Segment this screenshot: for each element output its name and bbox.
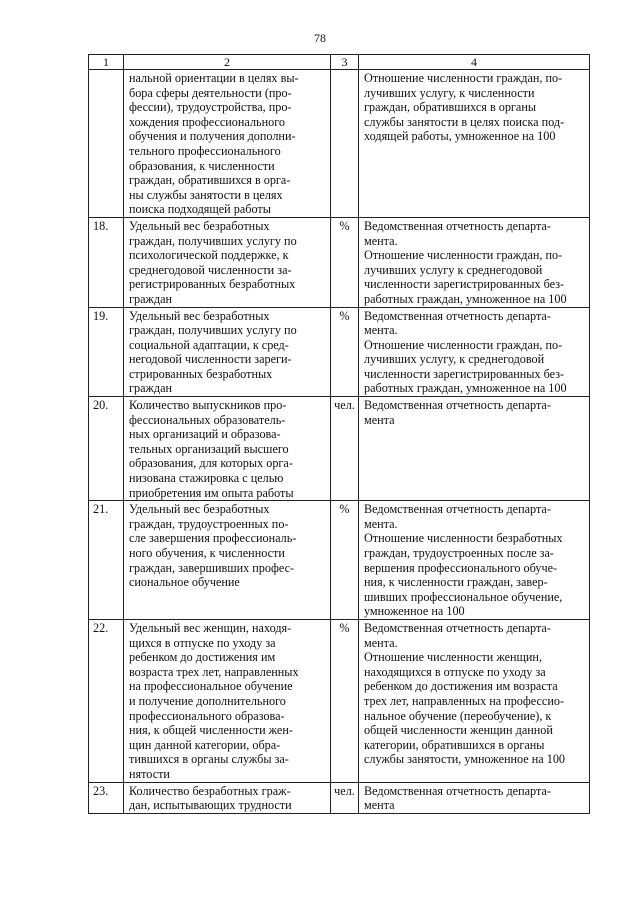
indicator-name [124, 501, 331, 620]
calculation-method-line: мента [364, 798, 395, 813]
indicator-name-line: обучения и получения дополни- [129, 129, 296, 144]
unit-of-measure: % [331, 307, 359, 397]
calculation-method-line: Отношение численности безработных [364, 531, 563, 546]
indicator-name [124, 782, 331, 813]
indicator-name-line: тельных организаций высшего [129, 441, 289, 456]
calculation-method-line: общей численности женщин данной [364, 723, 553, 738]
indicator-name-line: бора сферы деятельности (про- [129, 85, 292, 100]
unit-of-measure: % [331, 619, 359, 782]
column-number-4: 4 [359, 55, 590, 70]
indicator-name-line: тившихся в органы службы за- [129, 752, 289, 767]
calculation-method [359, 782, 590, 813]
calculation-method-line: лучивших услугу, к численности [364, 85, 535, 100]
indicator-name-line: Удельный вес безработных [129, 308, 270, 323]
table-row [89, 70, 590, 218]
indicator-name-line: граждан, завершивших профес- [129, 560, 295, 575]
indicator-name-line: и получение дополнительного [129, 693, 286, 708]
indicator-name [124, 217, 331, 307]
indicator-name-line: щихся в отпуске по уходу за [129, 635, 276, 650]
indicator-name-line: граждан [129, 381, 173, 396]
column-number-2: 2 [124, 55, 331, 70]
indicator-name-line: сиональное обучение [129, 575, 240, 590]
indicator-name-line: граждан, обратившихся в орга- [129, 173, 291, 188]
row-number: 19. [89, 307, 124, 397]
calculation-method-line: Ведомственная отчетность департа- [364, 502, 551, 517]
calculation-method-line: Ведомственная отчетность департа- [364, 218, 551, 233]
row-number: 18. [89, 217, 124, 307]
row-number: 22. [89, 619, 124, 782]
indicator-name-line: поиска подходящей работы [129, 202, 271, 217]
calculation-method-line: Ведомственная отчетность департа- [364, 620, 551, 635]
calculation-method-line: трех лет, направленных на профессио- [364, 693, 564, 708]
calculation-method-line: находящихся в отпуске по уходу за [364, 664, 546, 679]
indicator-name [124, 307, 331, 397]
calculation-method [359, 397, 590, 501]
calculation-method-line: Отношение численности граждан, по- [364, 337, 563, 352]
indicator-name-line: тельного профессионального [129, 143, 281, 158]
indicator-name-line: нятости [129, 766, 170, 781]
calculation-method [359, 70, 590, 218]
indicator-name-line: ны службы занятости в целях [129, 187, 283, 202]
calculation-method-line: лучивших услугу, к среднегодовой [364, 352, 545, 367]
indicator-name-line: граждан, получивших услугу по [129, 323, 297, 338]
calculation-method-line: Ведомственная отчетность департа- [364, 308, 551, 323]
indicator-name-line: сле завершения профессиональ- [129, 531, 297, 546]
calculation-method-line: лучивших услугу к среднегодовой [364, 262, 543, 277]
table-row [89, 217, 590, 307]
indicator-name [124, 619, 331, 782]
indicator-name-line: стрированных безработных [129, 366, 273, 381]
column-number-row [89, 55, 590, 70]
calculation-method [359, 307, 590, 397]
row-number: 23. [89, 782, 124, 813]
indicator-name-line: Удельный вес безработных [129, 502, 270, 517]
indicator-name-line: образования, к численности [129, 158, 275, 173]
unit-of-measure: % [331, 217, 359, 307]
indicator-name-line: граждан, получивших услугу по [129, 233, 297, 248]
calculation-method-line: ходящей работы, умноженное на 100 [364, 129, 556, 144]
calculation-method-line: службы занятости в целях поиска под- [364, 114, 565, 129]
indicator-name-line: приобретения им опыта работы [129, 485, 294, 500]
indicator-name-line: возраста трех лет, направленных [129, 664, 299, 679]
indicator-name-line: ных организаций и образова- [129, 427, 281, 442]
calculation-method-line: Отношение численности граждан, по- [364, 248, 563, 263]
calculation-method-line: ния, к численности граждан, завер- [364, 575, 548, 590]
calculation-method-line: мента. [364, 516, 398, 531]
calculation-method-line: мента. [364, 233, 398, 248]
calculation-method-line: ребенком до достижения им возраста [364, 679, 558, 694]
indicator-name-line: на профессиональное обучение [129, 679, 293, 694]
column-number-1: 1 [89, 55, 124, 70]
calculation-method-line: численности зарегистрированных без- [364, 277, 565, 292]
indicator-name-line: Удельный вес безработных [129, 218, 270, 233]
indicator-name-line: ного обучения, к численности [129, 546, 285, 560]
indicator-name-line: ребенком до достижения им [129, 650, 276, 665]
calculation-method-line: мента. [364, 635, 398, 650]
indicator-name-line: образования, для которых орга- [129, 456, 293, 471]
calculation-method-line: Отношение численности граждан, по- [364, 71, 563, 85]
calculation-method-line: мента. [364, 323, 398, 338]
indicator-name [124, 397, 331, 501]
calculation-method-line: вершения профессионального обуче- [364, 560, 558, 575]
indicator-name-line: негодовой численности зареги- [129, 352, 292, 367]
indicator-name-line: Количество выпускников про- [129, 398, 287, 413]
page-number: 78 [314, 31, 326, 45]
calculation-method [359, 501, 590, 620]
unit-of-measure: чел. [331, 397, 359, 501]
column-number-3: 3 [331, 55, 359, 70]
indicator-name-line: граждан [129, 291, 173, 306]
indicator-name-line: социальной адаптации, к сред- [129, 337, 289, 352]
unit-of-measure: чел. [331, 782, 359, 813]
indicators-table [88, 54, 590, 814]
indicator-name-line: щин данной категории, обра- [129, 737, 281, 752]
indicator-name-line: ния, к общей численности жен- [129, 723, 293, 738]
calculation-method-line: умноженное на 100 [364, 604, 465, 619]
indicator-name-line: регистрированных безработных [129, 277, 296, 292]
calculation-method-line: граждан, трудоустроенных после за- [364, 546, 554, 560]
indicator-name-line: граждан, трудоустроенных по- [129, 516, 289, 531]
calculation-method-line: мента [364, 412, 395, 427]
table-row [89, 619, 590, 782]
unit-of-measure: % [331, 501, 359, 620]
calculation-method-line: работных граждан, умноженное на 100 [364, 381, 567, 396]
calculation-method-line: Ведомственная отчетность департа- [364, 783, 551, 798]
indicator-name-line: низована стажировка с целью [129, 471, 284, 486]
calculation-method-line: нальное обучение (переобучение), к [364, 708, 552, 723]
table-row [89, 782, 590, 813]
calculation-method-line: шивших профессиональное обучение, [364, 589, 563, 604]
calculation-method-line: граждан, обратившихся в органы [364, 100, 537, 115]
calculation-method-line: категории, обратившихся в органы [364, 737, 545, 752]
calculation-method-line: службы занятости, умноженное на 100 [364, 752, 566, 767]
indicator-name-line: фессиональных образователь- [129, 412, 286, 427]
calculation-method [359, 619, 590, 782]
indicator-name-line: среднегодовой численности за- [129, 262, 292, 277]
calculation-method-line: Ведомственная отчетность департа- [364, 398, 551, 413]
table-row [89, 397, 590, 501]
indicator-name-line: Удельный вес женщин, находя- [129, 620, 292, 635]
row-number: 20. [89, 397, 124, 501]
unit-of-measure [331, 70, 359, 218]
calculation-method-line: Отношение численности женщин, [364, 650, 543, 665]
indicator-name-line: профессионального образова- [129, 708, 285, 723]
table-row [89, 501, 590, 620]
calculation-method-line: численности зарегистрированных без- [364, 366, 565, 381]
calculation-method-line: работных граждан, умноженное на 100 [364, 291, 567, 306]
row-number: 21. [89, 501, 124, 620]
indicator-name [124, 70, 331, 218]
indicator-name-line: Количество безработных граж- [129, 783, 291, 798]
indicator-name-line: психологической поддержке, к [129, 248, 289, 263]
indicator-name-line: хождения профессионального [129, 114, 285, 129]
indicator-name-line: нальной ориентации в целях вы- [129, 71, 299, 85]
indicator-name-line: фессии), трудоустройства, про- [129, 100, 292, 115]
calculation-method [359, 217, 590, 307]
table-row [89, 307, 590, 397]
indicator-name-line: дан, испытывающих трудности [129, 798, 292, 813]
row-number [89, 70, 124, 218]
